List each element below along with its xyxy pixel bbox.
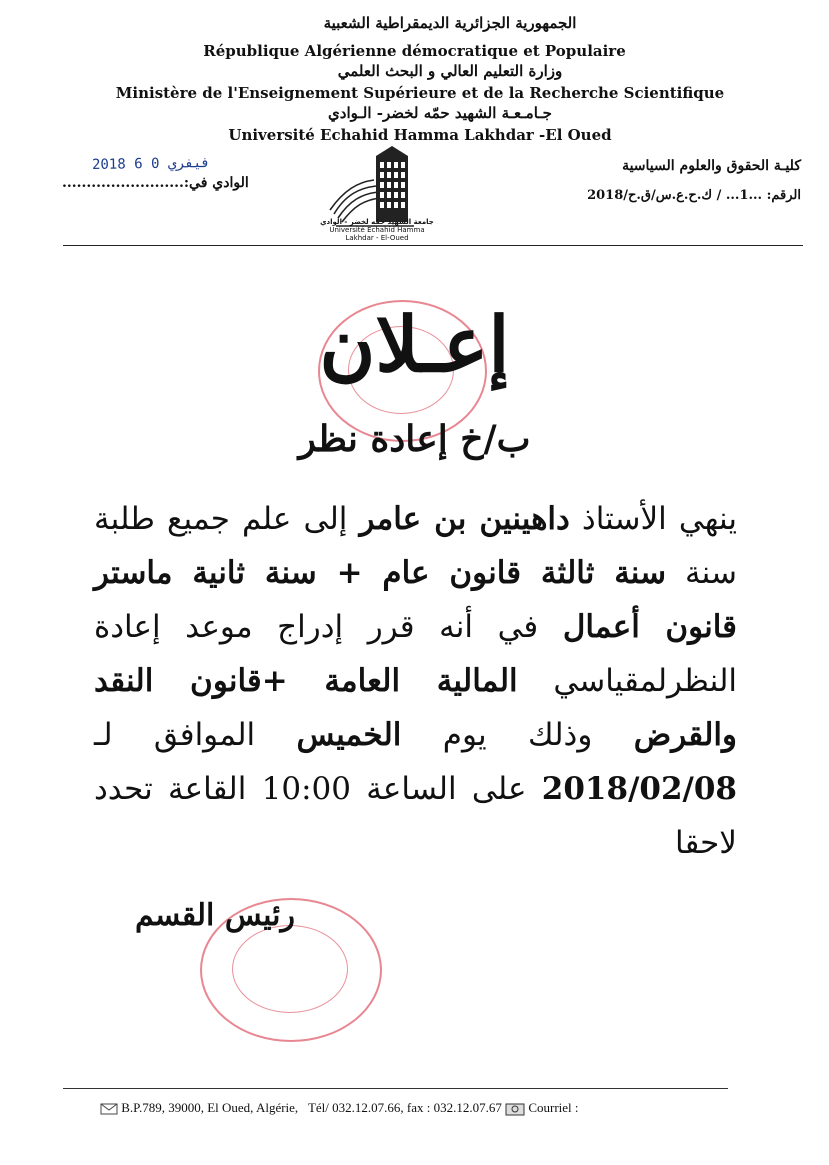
logo-caption-french: Université Echahid Hamma Lakhdar - El-Oued (329, 226, 425, 242)
body-text: إلى علم جميع طلبة سنة (94, 501, 737, 591)
page-subtitle: ب/خ إعادة نظر (298, 418, 531, 460)
footer-contact (100, 1100, 579, 1116)
footer-phone-fax: Tél/ 032.12.07.66, fax : 032.12.07.67 (307, 1100, 502, 1115)
place-date-line: الوادي في:......................... (62, 175, 249, 191)
body-text: ينهي الأستاذ (569, 501, 737, 537)
ministry-name-french: Ministère de l'Enseignement Supérieure et de la Recherche Scientifique (115, 84, 725, 102)
student-groups: سنة ثالثة قانون عام + سنة ثانية ماستر قانون أعمال (94, 555, 737, 645)
email-icon (505, 1102, 525, 1116)
course-names: المالية العامة +قانون النقد والقرض (94, 663, 738, 753)
logo-caption-arabic: جامعة الشهيد حمّه لخضر - الوادي (320, 218, 434, 226)
faculty-name: كليـة الحقوق والعلوم السياسية (622, 158, 801, 174)
body-text: في أنه قرر إدراج موعد إعادة النظرلمقياسي (94, 609, 738, 699)
logo-caption (316, 218, 438, 242)
body-text: الموافق لـ (94, 717, 297, 753)
announcement-body (94, 492, 737, 870)
body-text: على الساعة 10:00 القاعة تحدد لاحقا (94, 771, 737, 861)
header-divider (63, 245, 803, 246)
body-text: وذلك يوم (401, 717, 634, 753)
official-stamp-bottom-inner (232, 925, 348, 1013)
reference-number: الرقم: ...1... / ك.ح.ع.س/ق.ح/2018 (587, 188, 801, 203)
day-name: الخميس (296, 717, 402, 753)
department-head-signature: رئيس القسم (135, 898, 295, 933)
page-title: إعـلان (319, 300, 510, 389)
footer-address: B.P.789, 39000, El Oued, Algérie, (121, 1100, 299, 1115)
university-name-arabic: جـامـعـة الشهيد حمّه لخضر- الـوادي (328, 104, 552, 122)
country-name-french: République Algérienne démocratique et Populaire (203, 42, 626, 60)
ministry-name-arabic: وزارة التعليم العالي و البحث العلمي (337, 62, 563, 80)
footer-email-label: Courriel : (528, 1100, 579, 1115)
exam-date: 2018/02/08 (541, 771, 737, 807)
professor-name: داهينين بن عامر (359, 501, 570, 537)
footer-divider (63, 1088, 728, 1089)
country-name-arabic: الجمهورية الجزائرية الديمقراطية الشعبية (323, 14, 577, 32)
mail-icon (100, 1103, 118, 1115)
date-stamp: 2018 فيفري 0 6 (91, 154, 211, 174)
university-name-french: Université Echahid Hamma Lakhdar -El Oued (228, 126, 612, 144)
